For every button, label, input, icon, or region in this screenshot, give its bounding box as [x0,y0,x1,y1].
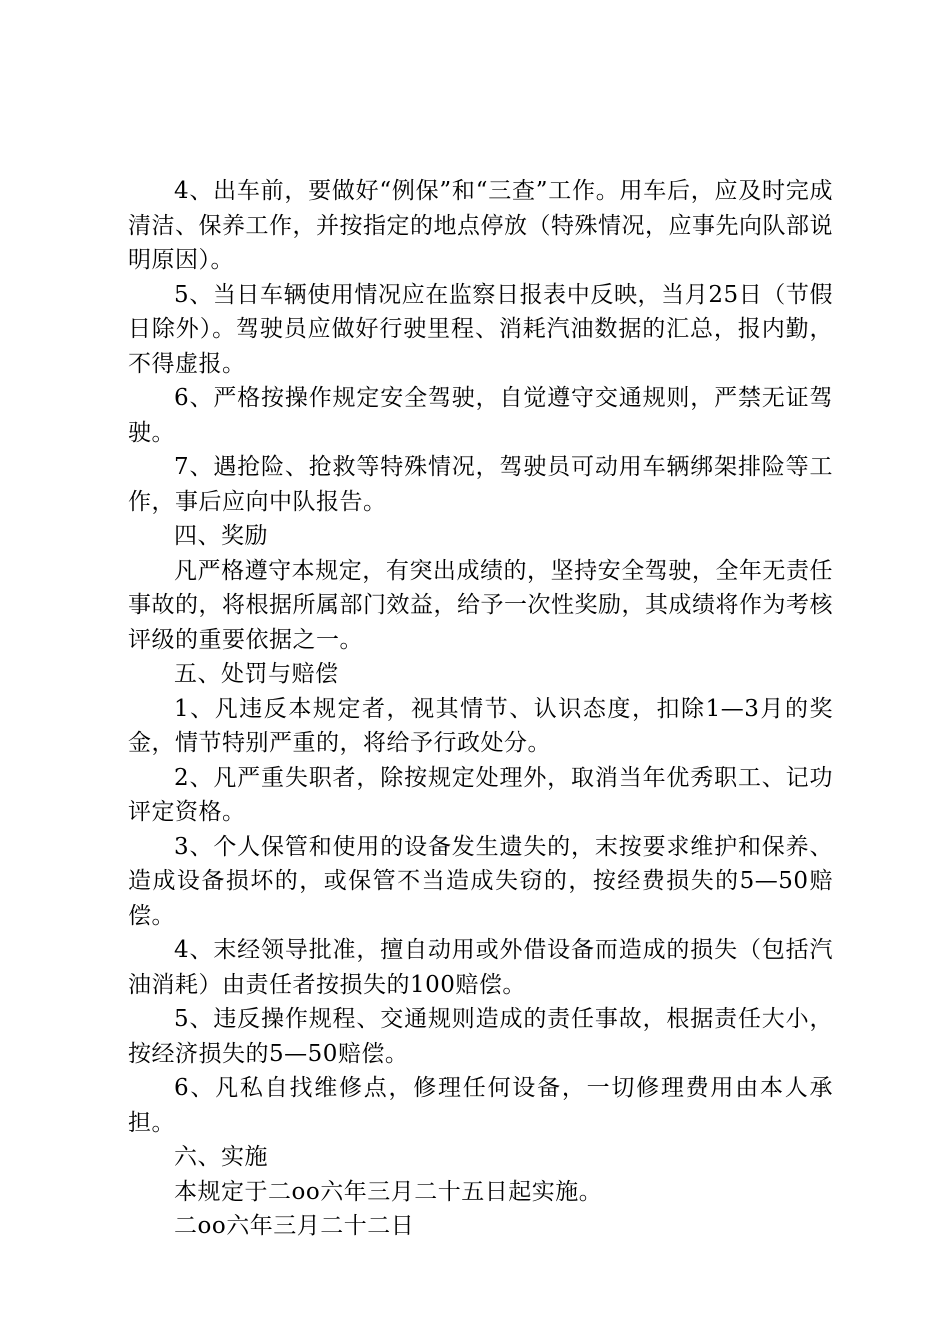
section-heading-implementation: 六、实施 [174,1144,268,1170]
paragraph-penalty-3: 3、个人保管和使用的设备发生遗失的，末按要求维护和保养、造成设备损坏的，或保管不当造成失窃的，按经费损失的5—50赔偿。 [128,833,833,929]
paragraph-item-5-report: 5、当日车辆使用情况应在监察日报表中反映，当月25日（节假日除外）。驾驶员应做好行驶里程、消耗汽油数据的汇总，报内勤，不得虚报。 [128,281,833,377]
paragraph-penalty-6: 6、凡私自找维修点，修理任何设备，一切修理费用由本人承担。 [128,1075,833,1136]
paragraph-penalty-2: 2、凡严重失职者，除按规定处理外，取消当年优秀职工、记功评定资格。 [128,764,833,825]
section-heading-rewards: 四、奖励 [174,523,268,549]
paragraph-penalty-4: 4、末经领导批准，擅自动用或外借设备而造成的损失（包括汽油消耗）由责任者按损失的100赔偿。 [128,937,833,998]
paragraph-item-6-safe-driving: 6、严格按操作规定安全驾驶，自觉遵守交通规则，严禁无证驾驶。 [128,385,833,446]
paragraph-implementation: 本规定于二oo六年三月二十五日起实施。 [174,1178,603,1205]
paragraph-penalty-5: 5、违反操作规程、交通规则造成的责任事故，根据责任大小，按经济损失的5—50赔偿。 [128,1006,833,1067]
paragraph-item-4-prep: 4、出车前，要做好“例保”和“三查”工作。用车后，应及时完成清洁、保养工作，并按指定的地点停放（特殊情况，应事先向队部说明原因）。 [128,178,833,273]
document-body [128,174,833,1244]
paragraph-penalty-1: 1、凡违反本规定者，视其情节、认识态度，扣除1—3月的奖金，情节特别严重的，将给予行政处分。 [128,695,833,756]
section-heading-penalties: 五、处罚与赔偿 [174,661,339,687]
document-date: 二oo六年三月二十二日 [174,1213,415,1239]
paragraph-item-7-emergency: 7、遇抢险、抢救等特殊情况，驾驶员可动用车辆绑架排险等工作，事后应向中队报告。 [128,454,833,515]
paragraph-rewards: 凡严格遵守本规定，有突出成绩的，坚持安全驾驶，全年无责任事故的，将根据所属部门效益，给予一次性奖励，其成绩将作为考核评级的重要依据之一。 [128,557,833,653]
